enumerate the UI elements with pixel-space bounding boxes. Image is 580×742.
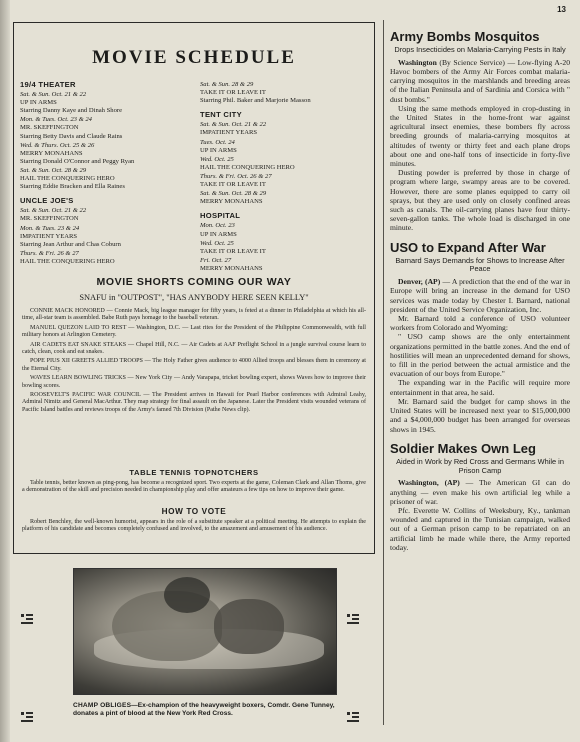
photo-section	[13, 568, 373, 738]
showing	[200, 240, 370, 256]
show-date: Sat. & Sun. Oct. 28 & 29	[20, 166, 87, 174]
show-stars: Starring Jean Arthur and Chas Coburn	[20, 240, 121, 248]
news-photo	[73, 568, 337, 695]
article-headline: USO to Expand After War	[390, 239, 546, 255]
article-headline: Army Bombs Mosquitos	[390, 29, 540, 44]
showing	[20, 91, 190, 115]
article-dateline: Washington, (AP)	[398, 478, 460, 488]
article-text: The expanding war in the Pacific will require more entertainment in that area, he said.	[390, 378, 570, 397]
photo-caption	[73, 702, 335, 718]
movie-schedule-box	[13, 22, 375, 554]
venue-name: 19/4 THEATER	[20, 80, 76, 89]
show-date: Sat. & Sun. 28 & 29	[200, 81, 254, 88]
showing	[20, 116, 190, 140]
showing	[200, 190, 370, 206]
show-date: Mon. & Tues. 23 & 24	[20, 224, 80, 232]
show-film: UP IN ARMS	[200, 230, 237, 238]
short-item: WAVES LEARN BOWLING TRICKS — New York City — Andy Varapapa, tricket bowling expert, shows Waves how to improve their bowling scores.	[22, 375, 366, 389]
showing	[200, 222, 370, 238]
article-body	[390, 277, 570, 433]
short-item: POPE PIUS XII GREETS ALLIED TROOPS — The Holy Father gives audience to 4000 Allied troops and blesses them in ceremony at the Eternal City.	[22, 358, 366, 372]
how-to-vote-body: Robert Benchley, the well-known humorist, appears in the role of a substitute speaker at a political meeting. He attempts to explain the platform of his candidate and becomes completely confused and involved, to the amazement and amusement of his audience.	[22, 519, 366, 533]
show-film: UP IN ARMS	[20, 99, 57, 107]
showing	[20, 250, 190, 266]
show-film: MERRY MONAHANS	[200, 198, 263, 206]
short-item: MANUEL QUEZON LAID TO REST — Washington, D.C. — Last rites for the President of the Philippine Commonwealth, with full military honors at Arlington Cemetery.	[22, 324, 366, 339]
page-number: 13	[557, 5, 566, 14]
show-film: HAIL THE CONQUERING HERO	[20, 257, 115, 265]
venue-name: TENT CITY	[200, 110, 242, 120]
showing	[200, 156, 370, 172]
column-divider	[383, 20, 384, 725]
movie-schedule-title: MOVIE SCHEDULE	[92, 47, 296, 68]
show-date: Wed. & Thurs. Oct. 25 & 26	[20, 141, 95, 149]
shorts-subheading: SNAFU in "OUTPOST", "HAS ANYBODY HERE SEEN KELLY"	[79, 293, 309, 302]
show-film: MR. SKEFFINGTON	[20, 215, 79, 223]
show-date: Wed. Oct. 25	[200, 239, 234, 247]
article-paragraph	[390, 397, 570, 434]
show-date: Sat. & Sun. Oct. 21 & 22	[200, 121, 267, 129]
article-paragraph	[390, 277, 570, 314]
show-stars: Starring Betty Davis and Claude Rains	[20, 132, 123, 140]
article-paragraph	[390, 378, 570, 396]
article-headline: Soldier Makes Own Leg	[390, 440, 536, 456]
article-subhead: Drops Insecticides on Malaria-Carrying Pests in Italy	[394, 45, 566, 54]
article	[390, 442, 570, 552]
news-column	[390, 30, 570, 552]
table-tennis-body: Table tennis, better known as ping-pong, has become a recognized sport. Two experts at the game, Coleman Clark and Allan Thoms, give a demonstration of the skill and precision needed in championship play and offer amateurs a few tips on how to improve their game.	[22, 480, 366, 494]
flag-ornament-icon	[21, 614, 33, 626]
article-subhead: Barnard Says Demands for Shows to Increase After Peace	[395, 255, 565, 274]
schedule-columns	[20, 81, 370, 271]
show-film: MERRY MONAHANS	[20, 149, 83, 157]
article-text: Pfc. Everette W. Collins of Weeksbury, Ky., tankman wounded and captured in the Tunisian campaign, walked out of a German prison camp to be repatriated on an artificial limb he made while there, the Army reported today.	[390, 505, 570, 552]
showing	[200, 81, 370, 105]
how-to-vote-heading: HOW TO VOTE	[161, 507, 227, 516]
showing	[20, 207, 190, 223]
show-date: Fri. Oct. 27	[200, 256, 232, 264]
page-gutter	[0, 0, 10, 742]
show-date: Sat. & Sun. Oct. 21 & 22	[20, 91, 87, 99]
flag-ornament-icon	[347, 712, 359, 724]
short-item: CONNIE MACK HONORED — Connie Mack, big league manager for fifty years, is feted at a dinner in Philadelphia at which his all-time, all-star team is assembled. Babe Ruth pays homage to the baseball veteran.	[22, 308, 366, 322]
article	[390, 241, 570, 434]
photo-caption-lead: CHAMP OBLIGES	[73, 702, 132, 709]
show-stars: Starring Danny Kaye and Dinah Shore	[20, 107, 122, 115]
show-date: Sat. & Sun. Oct. 21 & 22	[20, 207, 87, 215]
show-film: TAKE IT OR LEAVE IT	[200, 181, 266, 189]
show-film: MR. SKEFFINGTON	[20, 124, 79, 132]
article-text: Mr. Barnard told a conference of USO volunteer workers from Colorado and Wyoming:	[390, 314, 570, 333]
article-paragraph	[390, 506, 570, 552]
show-date: Mon. Oct. 23	[200, 222, 235, 230]
show-stars: Starring Donald O'Connor and Peggy Ryan	[20, 157, 135, 165]
show-film: HAIL THE CONQUERING HERO	[20, 175, 115, 183]
article-dateline: Denver, (AP)	[398, 277, 441, 287]
showing	[20, 167, 190, 191]
article-paragraph	[390, 104, 570, 168]
venue-name: HOSPITAL	[200, 211, 241, 221]
shorts-heading: MOVIE SHORTS COMING OUR WAY	[96, 276, 292, 288]
shorts-list	[22, 308, 366, 416]
show-film: MERRY MONAHANS	[200, 264, 263, 272]
article-paragraph	[390, 58, 570, 104]
article-body	[390, 58, 570, 233]
show-film: TAKE IT OR LEAVE IT	[200, 89, 266, 97]
show-film: HAIL THE CONQUERING HERO	[200, 163, 295, 171]
show-film: IMPATIENT YEARS	[20, 232, 78, 240]
showing	[20, 225, 190, 249]
article-text: (By Science Service) — Low-flying A-20 Havoc bombers of the Army Air Forces combat malaria-carrying mosquitos in the marshlands and breeding areas of the Italian Peninsula and of Sardinia and Corsica with " dust bombs."	[390, 57, 570, 104]
show-date: Mon. & Tues. Oct. 23 & 24	[20, 116, 92, 124]
show-date: Sat. & Sun. Oct. 28 & 29	[200, 190, 267, 198]
article-paragraph	[390, 168, 570, 232]
photo-caption-text: —Ex-champion of the heavyweight boxers, Comdr. Gene Tunney, donates a pint of blood at the New York Red Cross.	[73, 702, 335, 717]
article-dateline: Washington	[398, 57, 437, 67]
show-film: UP IN ARMS	[200, 146, 237, 154]
showing	[200, 121, 370, 137]
article-text: Using the same methods employed in crop-dusting in the United States in the home-front war against agricultural insect enemies, these bombers fly across breeding grounds of malaria-carrying mosquitos at altitudes of twenty or thirty feet and each plane drops about one and one-half tons of insecticide in forty-five minutes.	[390, 103, 570, 169]
article-text: Mr. Barnard said the budget for camp shows in the United States will be increased next year to $15,000,000 and a $4,000,000 budget has been arranged for overseas shows in 1945.	[390, 396, 570, 434]
showing	[200, 257, 370, 273]
article-paragraph	[390, 332, 570, 378]
article-paragraph	[390, 314, 570, 332]
show-date: Tues. Oct. 24	[200, 138, 235, 146]
article-text: — A prediction that the end of the war in Europe will bring an increase in the demand for USO services was made today by Chester I. Barnard, national president of the United Service Organization, Inc.	[390, 277, 570, 314]
venue-name: UNCLE JOE'S	[20, 196, 74, 206]
article-body	[390, 478, 570, 552]
article-text: " USO camp shows are the only entertainment organizations permitted in the battle zones. And the end of hostilities will mean an unprecedented demand for shows, to fill in the period between the actual armistice and the evacuation of our boys from Europe."	[390, 332, 570, 379]
article	[390, 30, 570, 233]
showing	[200, 173, 370, 189]
schedule-column-right	[200, 81, 370, 274]
article-paragraph	[390, 478, 570, 506]
show-date: Wed. Oct. 25	[200, 155, 234, 163]
flag-ornament-icon	[21, 712, 33, 724]
show-film: TAKE IT OR LEAVE IT	[200, 247, 266, 255]
article-text: — The American GI can do anything — even make his own artificial leg while a prisoner of war.	[390, 478, 570, 506]
showing	[200, 139, 370, 155]
show-date: Thurs. & Fri. 26 & 27	[20, 249, 79, 257]
showing	[20, 142, 190, 166]
table-tennis-heading: TABLE TENNIS TOPNOTCHERS	[129, 468, 259, 477]
schedule-column-left	[20, 81, 190, 267]
show-film: IMPATIENT YEARS	[200, 129, 258, 137]
article-text: Dusting powder is preferred by those in charge of program where large, swampy areas are to be covered. However, there are some planes equipped to carry oil sprays, but they are used only on closely confined areas such as canals. The oil-carrying planes have four thirty-seven-gallon tanks. The whole load is discharged in one minute.	[390, 168, 570, 233]
show-stars: Starring Eddie Bracken and Ella Raines	[20, 183, 125, 191]
article-subhead: Aided in Work by Red Cross and Germans While in Prison Camp	[396, 456, 564, 475]
short-item: ROOSEVELT'S PACIFIC WAR COUNCIL — The President arrives in Hawaii for Pearl Harbor conferences with Admiral Leahy, Admiral Nimitz and General MacArthur. They map strategy for final assault on the Japanese. Later the President visits wounded veterans of Pacific Island battles and reviews troops of the Army's famed 7th Division (Pathe News clip).	[22, 392, 366, 413]
short-item: AIR CADETS EAT SNAKE STEAKS — Chapel Hill, N.C. — Air Cadets at AAF Preflight School in a jungle survival course learn to catch, clean, cook and eat snakes.	[22, 341, 366, 356]
flag-ornament-icon	[347, 614, 359, 626]
show-stars: Starring Phil. Baker and Marjorie Masson	[200, 97, 311, 105]
show-date: Thurs. & Fri. Oct. 26 & 27	[200, 172, 272, 180]
